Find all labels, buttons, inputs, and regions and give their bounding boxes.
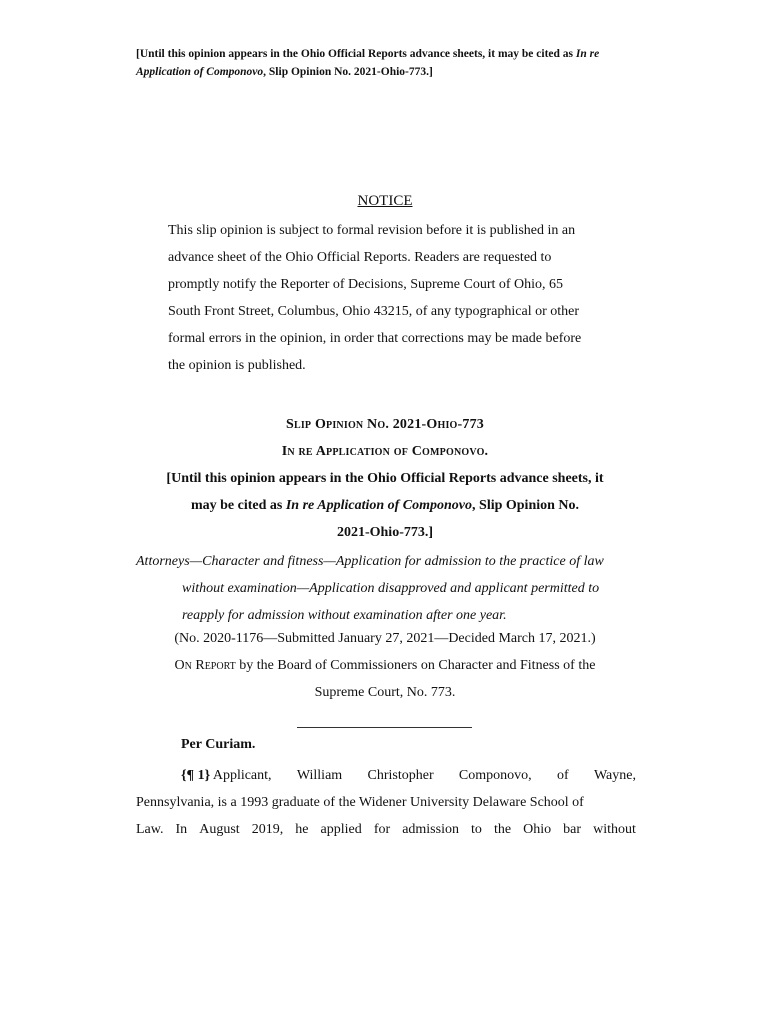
paragraph-word: Applicant,: [212, 768, 272, 783]
report-line-2: Supreme Court, No. 773.: [314, 685, 456, 700]
notice-line: South Front Street, Columbus, Ohio 43215, of any typographical or other: [168, 304, 580, 319]
caption-cite-line-3: 2021-Ohio-773.]: [336, 525, 434, 540]
notice-title: NOTICE: [357, 193, 413, 209]
paragraph-line-1-start: [181, 762, 272, 789]
docket-line: (No. 2020-1176—Submitted January 27, 2021—Decided March 17, 2021.): [174, 631, 596, 646]
caption-cite-suffix: , Slip Opinion No.: [472, 498, 580, 513]
paragraph-word: August: [199, 822, 240, 837]
paragraph-word: of: [556, 768, 569, 783]
paragraph-word: 2019,: [251, 822, 284, 837]
per-curiam: Per Curiam.: [181, 737, 256, 752]
paragraph-line-2: [136, 789, 636, 816]
paragraph-word: William: [296, 768, 343, 783]
notice-line: This slip opinion is subject to formal revision before it is published in an: [168, 223, 576, 238]
case-name: In re Application of Componovo.: [281, 444, 489, 459]
report-line: [0, 658, 770, 674]
paragraph-text: Pennsylvania, is a 1993 graduate of the Widener University Delaware School of: [136, 795, 584, 810]
paragraph-word: Wayne,: [593, 768, 636, 783]
notice-line: advance sheet of the Ohio Official Reports. Readers are requested to: [168, 250, 552, 265]
headnote: [136, 548, 636, 629]
paragraph-word: bar: [563, 822, 582, 837]
paragraph-line-1: [136, 762, 636, 789]
paragraph-word: Ohio: [523, 822, 552, 837]
header-citation-prefix: [Until this opinion appears in the Ohio Official Reports advance sheets, it may be cited as: [136, 48, 576, 60]
headnote-line: reapply for admission without examination after one year.: [182, 608, 507, 623]
caption-cite-line-1: [Until this opinion appears in the Ohio Official Reports advance sheets, it: [166, 471, 604, 486]
paragraph-word: admission: [402, 822, 459, 837]
caption-cite-line-2: [0, 498, 770, 514]
paragraph-word: In: [175, 822, 188, 837]
slip-opinion-number: Slip Opinion No. 2021-Ohio-773: [285, 417, 484, 432]
paragraph-word: for: [373, 822, 391, 837]
notice-line: the opinion is published.: [168, 358, 306, 373]
paragraph-line-3: [136, 816, 636, 843]
caption-cite-case: In re Application of Componovo: [285, 498, 473, 513]
headnote-line: Attorneys—Character and fitness—Application for admission to the practice of law: [136, 554, 604, 569]
header-citation: [136, 45, 636, 81]
headnote-line: without examination—Application disapproved and applicant permitted to: [182, 581, 600, 596]
paragraph-word: to: [471, 822, 482, 837]
paragraph-word: applied: [320, 822, 362, 837]
notice-line: formal errors in the opinion, in order that corrections may be made before: [168, 331, 582, 346]
paragraph-word: Christopher: [367, 768, 434, 783]
paragraph-word: he: [295, 822, 309, 837]
paragraph-word: the: [493, 822, 512, 837]
divider-rule: [297, 727, 472, 728]
header-citation-case: In re Application of Componovo: [136, 48, 600, 78]
notice-line: promptly notify the Reporter of Decisions, Supreme Court of Ohio, 65: [168, 277, 564, 292]
notice-body: [168, 217, 604, 379]
paragraph-word: Law.: [136, 822, 164, 837]
header-citation-suffix: , Slip Opinion No. 2021-Ohio-773.]: [263, 66, 433, 78]
report-prefix: On Report: [174, 658, 236, 673]
caption-cite-prefix: may be cited as: [190, 498, 286, 513]
paragraph-word: Componovo,: [458, 768, 532, 783]
paragraph-word: without: [593, 822, 636, 837]
paragraph-marker: {¶ 1}: [181, 768, 211, 783]
opinion-paragraph: [136, 762, 636, 843]
report-rest: by the Board of Commissioners on Character and Fitness of the: [235, 658, 596, 673]
